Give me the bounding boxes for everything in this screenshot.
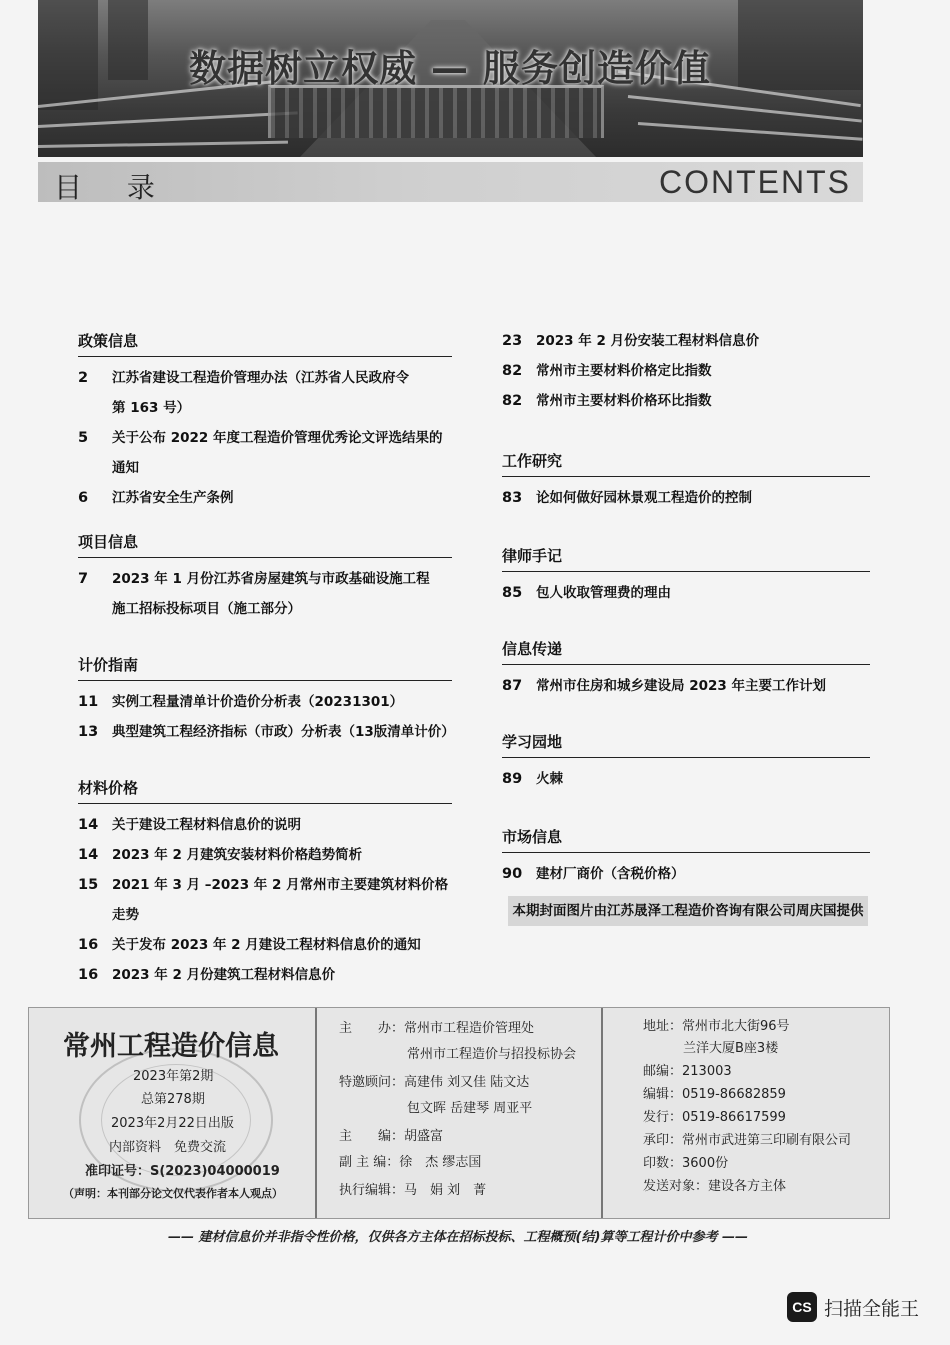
toc-entry[interactable] <box>502 326 870 356</box>
page-number: 2 <box>78 370 89 386</box>
entry-title: 实例工程量清单计价造价分析表（20231301） <box>112 694 404 710</box>
permit-number: 准印证号：S(2023)04000019 <box>85 1164 280 1179</box>
audience: 发送对象：建设各方主体 <box>643 1179 787 1194</box>
entry-title: 2021 年 3 月 –2023 年 2 月常州市主要建筑材料价格走势 <box>112 877 449 923</box>
sponsor-1: 常州市工程造价管理处 <box>404 1021 535 1036</box>
internal-note: 内部资料 免费交流 <box>109 1140 227 1155</box>
printer: 承印：常州市武进第三印刷有限公司 <box>643 1133 852 1148</box>
page-number: 14 <box>78 817 99 833</box>
toc-entry[interactable] <box>78 687 452 717</box>
toc-entry[interactable] <box>78 930 452 960</box>
entry-title: 2023 年 2 月建筑安装材料价格趋势简析 <box>112 847 363 863</box>
entry-title: 2023 年 2 月份安装工程材料信息价 <box>536 333 760 349</box>
entry-title: 施工招标投标项目（施工部分） <box>112 601 301 617</box>
distribution-phone: 发行：0519-86617599 <box>643 1110 786 1125</box>
editor-row <box>339 1124 443 1150</box>
page-number <box>78 594 112 624</box>
page-number: 11 <box>78 694 99 710</box>
entry-title: 火棘 <box>536 771 563 787</box>
toc-entry[interactable] <box>78 423 452 483</box>
advisor-2: 包文晖 岳建琴 周亚平 <box>407 1101 533 1116</box>
entry-title: 2023 年 2 月份建筑工程材料信息价 <box>112 967 336 983</box>
entry-title: 2023 年 1 月份江苏省房屋建筑与市政基础设施工程 <box>112 571 430 587</box>
colophon-box <box>28 1007 890 1219</box>
entry-title: 常州市主要材料价格定比指数 <box>536 363 712 379</box>
page-number: 23 <box>502 333 523 349</box>
exec-editor-names: 马 娟 刘 菁 <box>404 1183 487 1198</box>
page-number: 14 <box>78 847 99 863</box>
advisor-1: 高建伟 刘又佳 陆文达 <box>404 1075 530 1090</box>
page-number <box>78 393 112 423</box>
publish-date: 2023年2月22日出版 <box>111 1116 234 1131</box>
section-heading: 信息传递 <box>502 638 870 665</box>
page-number: 87 <box>502 678 523 694</box>
camscanner-icon: CS <box>787 1292 817 1322</box>
page-number: 89 <box>502 771 523 787</box>
exec-editor-label: 执行编辑： <box>339 1183 405 1198</box>
section-heading: 律师手记 <box>502 545 870 572</box>
page-number: 16 <box>78 937 99 953</box>
address-1: 常州市北大街96号 <box>682 1019 790 1034</box>
editorial-phone: 编辑：0519-86682859 <box>643 1087 786 1102</box>
toc-continued-entries <box>502 326 870 416</box>
advisor-row <box>339 1070 529 1096</box>
entry-title: 建材厂商价（含税价格） <box>536 866 685 882</box>
advisor-label: 特邀顾问： <box>339 1075 405 1090</box>
entry-title: 关于公布 2022 年度工程造价管理优秀论文评选结果的通知 <box>112 430 443 476</box>
toc-entry[interactable] <box>502 764 870 794</box>
page-number: 15 <box>78 877 99 893</box>
section-heading: 工作研究 <box>502 450 870 477</box>
toc-entry[interactable] <box>502 386 870 416</box>
entry-title: 江苏省安全生产条例 <box>112 490 234 506</box>
page-number: 6 <box>78 490 89 506</box>
section-heading: 计价指南 <box>78 654 452 681</box>
toc-entry[interactable] <box>78 870 452 930</box>
postcode: 邮编：213003 <box>643 1064 732 1079</box>
entry-title: 包人收取管理费的理由 <box>536 585 671 601</box>
toc-section-lawyer-notes <box>502 545 870 608</box>
toc-section-research <box>502 450 870 513</box>
editor-label: 主 编： <box>339 1129 405 1144</box>
toc-section-material-prices <box>78 777 452 990</box>
page-number: 82 <box>502 363 523 379</box>
price-disclaimer: —— 建材信息价并非指令性价格，仅供各方主体在招标投标、工程概预(结)算等工程计价中参考 —— <box>168 1230 748 1245</box>
editor-name: 胡盛富 <box>404 1129 444 1144</box>
toc-entry[interactable] <box>502 671 870 701</box>
toc-entry[interactable] <box>502 578 870 608</box>
section-heading: 项目信息 <box>78 531 452 558</box>
toc-entry[interactable] <box>78 363 452 393</box>
section-heading: 市场信息 <box>502 826 870 853</box>
toc-entry[interactable] <box>78 393 452 423</box>
contents-logo: CONTENTS <box>659 164 851 200</box>
statement-note: （声明：本刊部分论文仅代表作者本人观点） <box>63 1187 283 1200</box>
entry-title: 江苏省建设工程造价管理办法（江苏省人民政府令 <box>112 370 409 386</box>
toc-entry[interactable] <box>78 810 452 840</box>
page-number: 90 <box>502 866 523 882</box>
scanner-label: 扫描全能王 <box>824 1297 920 1320</box>
toc-section-policy <box>78 330 452 513</box>
address-label: 地址： <box>643 1019 683 1034</box>
section-heading: 政策信息 <box>78 330 452 357</box>
toc-header-bar <box>38 162 863 202</box>
issue-total: 总第278期 <box>141 1092 205 1107</box>
page-number: 16 <box>78 967 99 983</box>
toc-entry[interactable] <box>78 840 452 870</box>
scanner-watermark <box>787 1292 919 1322</box>
entry-title: 关于建设工程材料信息价的说明 <box>112 817 301 833</box>
sponsor-label: 主 办： <box>339 1021 405 1036</box>
toc-entry[interactable] <box>502 356 870 386</box>
page-number: 7 <box>78 571 89 587</box>
toc-section-learning <box>502 731 870 794</box>
toc-title: 目 录 <box>54 171 173 204</box>
deputy-names: 徐 杰 缪志国 <box>399 1155 482 1170</box>
print-run: 印数：3600份 <box>643 1156 729 1171</box>
sponsor-2: 常州市工程造价与招投标协会 <box>407 1047 577 1062</box>
deputy-row <box>339 1150 481 1176</box>
toc-entry[interactable] <box>78 717 455 747</box>
toc-section-market <box>502 826 870 889</box>
entry-title: 常州市主要材料价格环比指数 <box>536 393 712 409</box>
entry-title: 关于发布 2023 年 2 月建设工程材料信息价的通知 <box>112 937 421 953</box>
magazine-title: 常州工程造价信息 <box>63 1031 279 1062</box>
address-2: 兰洋大厦B座3楼 <box>683 1041 779 1056</box>
toc-section-news <box>502 638 870 701</box>
entry-title: 典型建筑工程经济指标（市政）分析表（13版清单计价） <box>112 724 455 740</box>
sponsor-row <box>339 1016 534 1042</box>
toc-right-column <box>502 330 870 889</box>
toc-entry[interactable] <box>78 564 452 594</box>
deputy-label: 副 主 编： <box>339 1155 400 1170</box>
exec-editor-row <box>339 1178 486 1204</box>
toc-entry[interactable] <box>78 483 452 513</box>
entry-title: 论如何做好园林景观工程造价的控制 <box>536 490 752 506</box>
cover-credit: 本期封面图片由江苏晟泽工程造价咨询有限公司周庆国提供 <box>508 896 868 926</box>
issue-year: 2023年第2期 <box>133 1069 214 1084</box>
page-number: 83 <box>502 490 523 506</box>
toc-entry[interactable] <box>78 594 452 624</box>
entry-title: 常州市住房和城乡建设局 2023 年主要工作计划 <box>536 678 826 694</box>
toc-section-pricing-guide <box>78 654 455 747</box>
entry-title: 第 163 号） <box>112 400 191 416</box>
toc-left-column <box>78 330 455 990</box>
page-number: 82 <box>502 393 523 409</box>
toc-section-projects <box>78 531 452 624</box>
page-number: 5 <box>78 430 89 446</box>
section-heading: 学习园地 <box>502 731 870 758</box>
toc-entry[interactable] <box>502 483 870 513</box>
page-number: 13 <box>78 724 99 740</box>
toc-entry[interactable] <box>78 960 452 990</box>
section-heading: 材料价格 <box>78 777 452 804</box>
banner-slogan: 数据树立权威 — 服务创造价值 <box>189 47 711 90</box>
toc-entry[interactable] <box>502 859 870 889</box>
page-number: 85 <box>502 585 523 601</box>
